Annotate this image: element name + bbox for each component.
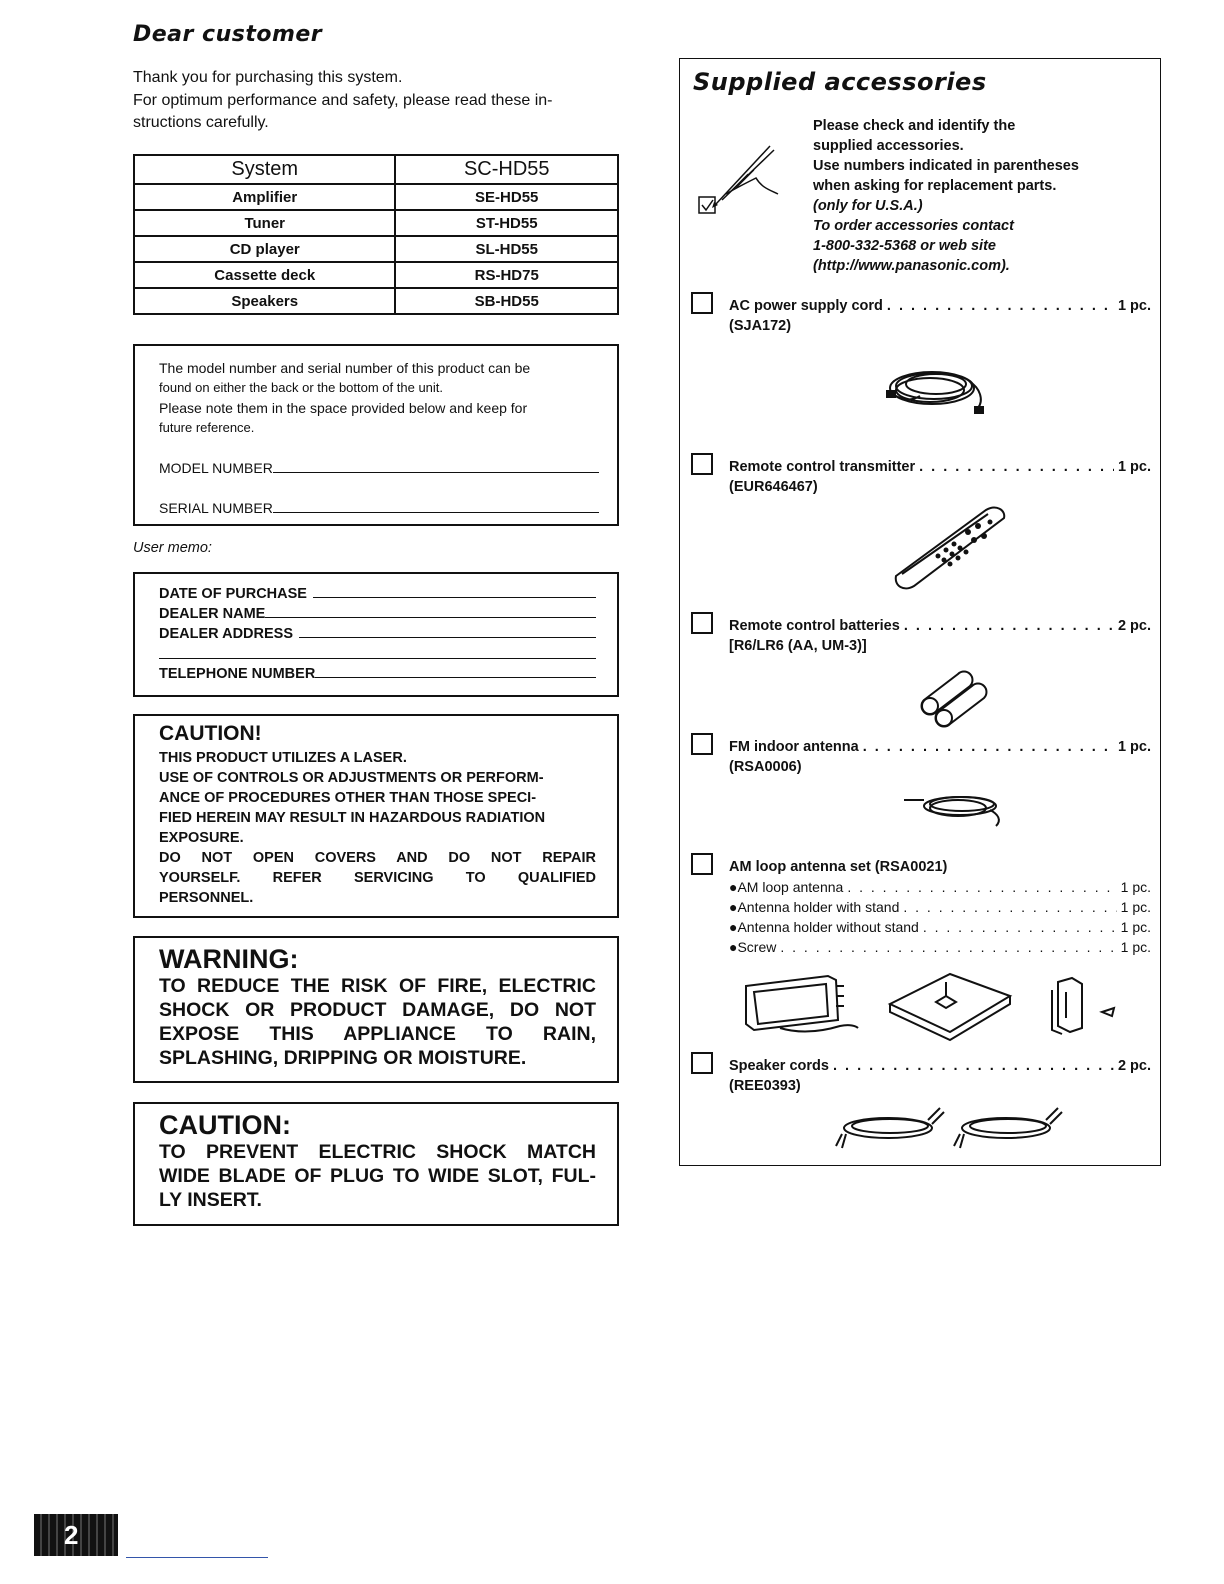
am-antenna-illustration [740, 968, 1130, 1048]
warning-box [133, 936, 619, 1083]
table-cell: Speakers [134, 288, 395, 314]
accessories-title: Supplied accessories [693, 68, 987, 96]
caution-plug-line: TO PREVENT ELECTRIC SHOCK MATCH [159, 1141, 596, 1163]
caution-plug-title: CAUTION: [159, 1110, 291, 1140]
note-line: (only for U.S.A.) [813, 198, 923, 214]
table-row [134, 262, 618, 288]
accessory-checkbox[interactable] [691, 733, 713, 755]
dealer-name-label: DEALER NAME [159, 606, 266, 622]
accessory-qty: 1 pc. [1117, 298, 1151, 314]
user-memo-title: User memo: [133, 540, 212, 556]
intro-line: Thank you for purchasing this system. [133, 69, 403, 86]
accessory-part: (RSA0006) [729, 759, 802, 775]
serial-number-line[interactable] [273, 498, 599, 513]
accessory-checkbox[interactable] [691, 1052, 713, 1074]
intro-line: For optimum performance and safety, please read these in- [133, 91, 553, 109]
accessory-name: AM loop antenna set (RSA0021) [729, 859, 948, 875]
model-number-line[interactable] [273, 458, 599, 473]
serial-line: future reference. [159, 420, 255, 435]
dealer-address-line[interactable] [299, 624, 596, 638]
caution-line: ANCE OF PROCEDURES OTHER THAN THOSE SPECI- [159, 790, 537, 806]
caution-line: FIED HEREIN MAY RESULT IN HAZARDOUS RADIATION [159, 810, 546, 826]
accessory-name: Speaker cords [729, 1058, 829, 1074]
table-row [134, 236, 618, 262]
am-subitem-name: ●Antenna holder without stand [729, 919, 919, 935]
power-cord-illustration [880, 352, 1000, 424]
accessory-part: (SJA172) [729, 318, 792, 334]
accessory-qty: 1 pc. [1117, 739, 1151, 755]
table-cell: Cassette deck [134, 262, 395, 288]
page-number: 2 [64, 1520, 79, 1550]
accessory-part: [R6/LR6 (AA, UM-3)] [729, 638, 867, 654]
table-row [134, 210, 618, 236]
accessory-checkbox[interactable] [691, 292, 713, 314]
date-of-purchase-field[interactable] [159, 584, 596, 604]
caution-line: YOURSELF. REFER SERVICING TO QUALIFIED [159, 870, 596, 886]
accessories-note [813, 116, 1153, 276]
serial-line: found on either the back or the bottom of the unit. [159, 380, 444, 395]
table-cell: SB-HD55 [395, 288, 618, 314]
am-subitem-name: ●Antenna holder with stand [729, 899, 900, 915]
table-cell: RS-HD75 [395, 262, 618, 288]
table-row [134, 288, 618, 314]
note-line: Please check and identify the [813, 118, 1016, 134]
accessory-qty: 2 pc. [1117, 618, 1151, 634]
serial-line: The model number and serial number of this product can be [159, 360, 531, 376]
warning-line: SPLASHING, DRIPPING OR MOISTURE. [159, 1047, 527, 1069]
table-cell: Amplifier [134, 184, 395, 210]
address-extra-line[interactable] [159, 658, 596, 659]
intro-line: structions carefully. [133, 114, 269, 131]
serial-number-field[interactable] [159, 498, 599, 518]
note-line: supplied accessories. [813, 138, 964, 154]
caution-laser-box [133, 714, 619, 918]
dear-customer-title: Dear customer [133, 22, 323, 47]
table-row [134, 184, 618, 210]
warning-line: EXPOSE THIS APPLIANCE TO RAIN, [159, 1023, 596, 1045]
am-subitem-qty: 1 pc. [1120, 899, 1151, 915]
date-of-purchase-line[interactable] [313, 584, 596, 598]
accessory-checkbox[interactable] [691, 453, 713, 475]
accessory-name: AC power supply cord [729, 298, 883, 314]
am-subitem-name: ●Screw [729, 939, 777, 955]
serial-number-box [133, 344, 619, 526]
caution-line: USE OF CONTROLS OR ADJUSTMENTS OR PERFORM- [159, 770, 544, 786]
note-line: when asking for replacement parts. [813, 178, 1057, 194]
caution-line: DO NOT OPEN COVERS AND DO NOT REPAIR [159, 850, 596, 866]
table-cell: Tuner [134, 210, 395, 236]
user-memo-box [133, 572, 619, 697]
dealer-address-field[interactable] [159, 624, 596, 644]
warning-title: WARNING: [159, 944, 299, 974]
model-number-field[interactable] [159, 458, 599, 478]
intro-text [133, 67, 623, 135]
note-line: Use numbers indicated in parentheses [813, 158, 1079, 174]
caution-plug-line: WIDE BLADE OF PLUG TO WIDE SLOT, FUL- [159, 1165, 596, 1187]
accessory-checkbox[interactable] [691, 853, 713, 875]
table-cell: ST-HD55 [395, 210, 618, 236]
warning-line: SHOCK OR PRODUCT DAMAGE, DO NOT [159, 999, 596, 1021]
table-cell: SL-HD55 [395, 236, 618, 262]
am-subitem-qty: 1 pc. [1120, 939, 1151, 955]
caution-plug-text [159, 1140, 596, 1212]
table-header-cell: SC-HD55 [395, 155, 618, 184]
am-subitem-qty: 1 pc. [1120, 879, 1151, 895]
warning-line: TO REDUCE THE RISK OF FIRE, ELECTRIC [159, 975, 596, 997]
note-line: (http://www.panasonic.com). [813, 258, 1010, 274]
table-cell: CD player [134, 236, 395, 262]
batteries-illustration [914, 664, 994, 728]
caution-laser-title: CAUTION! [159, 722, 262, 745]
accessory-name: Remote control transmitter [729, 459, 916, 475]
dealer-address-label: DEALER ADDRESS [159, 626, 294, 642]
table-cell: SE-HD55 [395, 184, 618, 210]
warning-text [159, 974, 596, 1070]
serial-number-label: SERIAL NUMBER [159, 500, 273, 516]
telephone-line[interactable] [315, 664, 596, 678]
dealer-name-field[interactable] [159, 604, 596, 624]
page-number-tab [34, 1514, 118, 1556]
date-of-purchase-label: DATE OF PURCHASE [159, 586, 307, 602]
check-pen-icon [696, 142, 806, 222]
accessory-qty: 1 pc. [1117, 459, 1151, 475]
accessory-part: (REE0393) [729, 1078, 801, 1094]
footer-rule [126, 1557, 268, 1558]
caution-plug-box [133, 1102, 619, 1226]
telephone-label: TELEPHONE NUMBER [159, 666, 316, 682]
serial-instructions [159, 358, 596, 438]
table-header-cell: System [134, 155, 395, 184]
note-line: 1-800-332-5368 or web site [813, 238, 996, 254]
accessory-name: FM indoor antenna [729, 739, 859, 755]
note-line: To order accessories contact [813, 218, 1014, 234]
caution-laser-text [159, 748, 596, 908]
caution-line: PERSONNEL. [159, 890, 254, 906]
model-number-label: MODEL NUMBER [159, 460, 273, 476]
telephone-field[interactable] [159, 664, 596, 684]
am-subitem-qty: 1 pc. [1120, 919, 1151, 935]
fm-antenna-illustration [900, 786, 1010, 830]
caution-line: EXPOSURE. [159, 830, 244, 846]
accessory-checkbox[interactable] [691, 612, 713, 634]
table-header-row [134, 155, 618, 184]
system-table [133, 154, 619, 315]
accessory-name: Remote control batteries [729, 618, 900, 634]
serial-line: Please note them in the space provided below and keep for [159, 400, 528, 416]
speaker-cords-illustration [832, 1100, 1064, 1154]
dealer-name-line[interactable] [265, 604, 596, 618]
caution-plug-line: LY INSERT. [159, 1189, 262, 1211]
remote-illustration [888, 502, 1012, 592]
accessory-part: (EUR646467) [729, 479, 818, 495]
am-subitem-name: ●AM loop antenna [729, 879, 844, 895]
accessory-qty: 2 pc. [1117, 1058, 1151, 1074]
caution-line: THIS PRODUCT UTILIZES A LASER. [159, 750, 407, 766]
